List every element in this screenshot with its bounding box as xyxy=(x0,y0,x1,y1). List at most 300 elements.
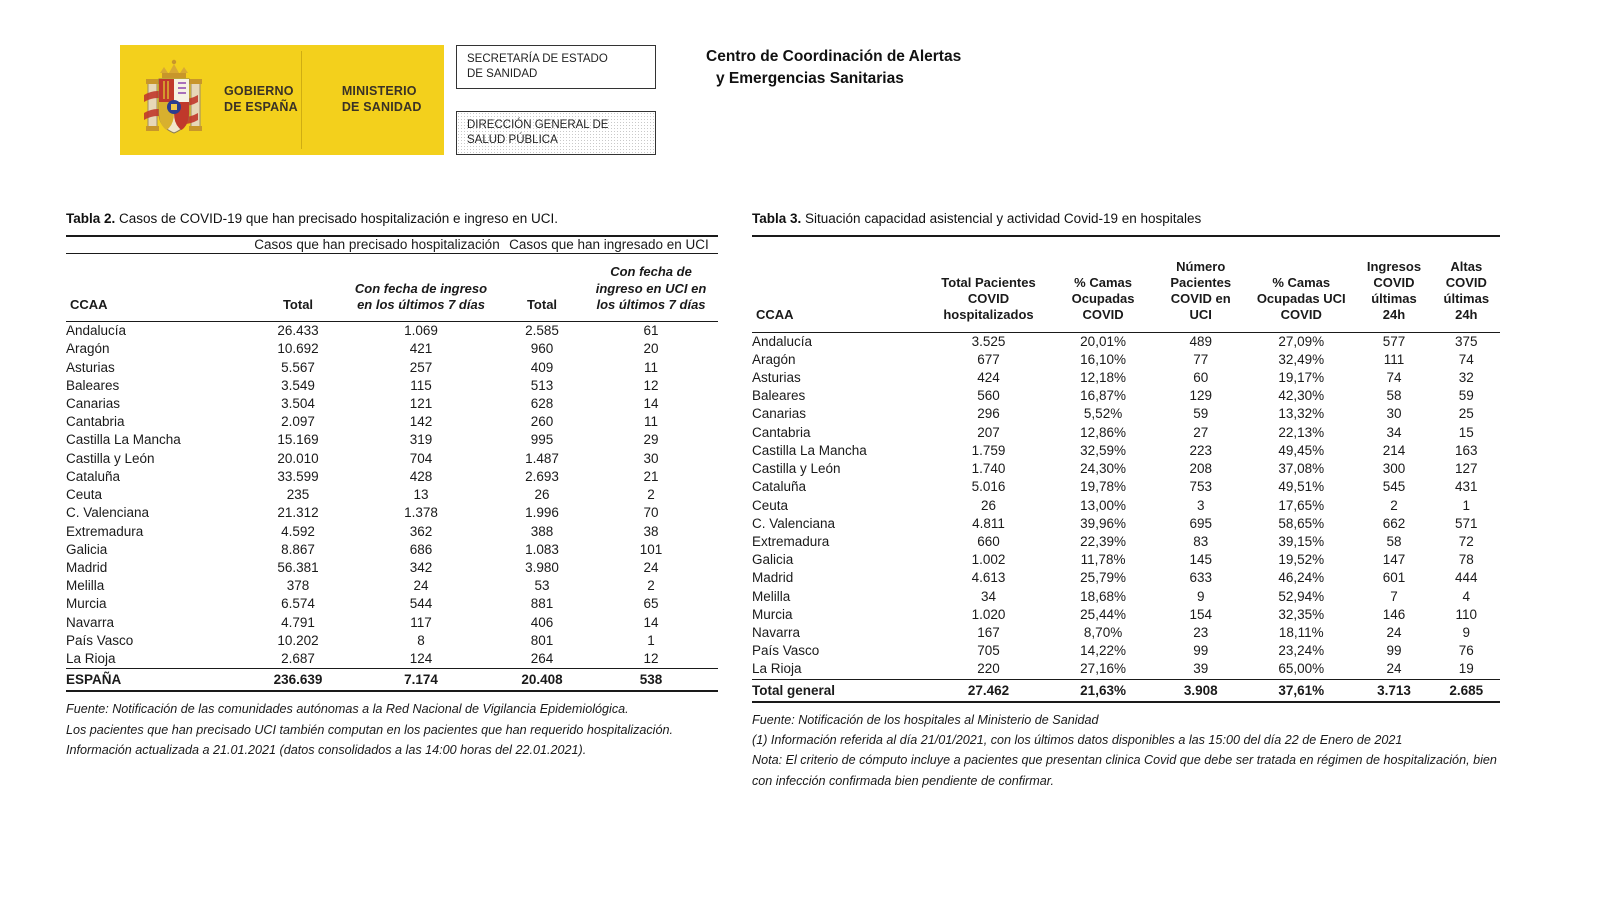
page-header xyxy=(0,0,1600,190)
ccaes-title-line1: Centro de Coordinación de Alertas xyxy=(706,48,962,65)
cell-ccaa: Aragón xyxy=(752,351,796,367)
cell-pct_uci: 58,65% xyxy=(1278,515,1325,531)
cell-ccaa: País Vasco xyxy=(752,643,820,659)
cell-ccaa: C. Valenciana xyxy=(752,515,836,531)
table-row xyxy=(66,614,718,632)
tabla2-foot xyxy=(66,669,718,692)
cell-hosp: 5.016 xyxy=(971,479,1006,495)
cell-pct_camas: 32,59% xyxy=(1080,442,1126,458)
cell-uci_total: 960 xyxy=(530,341,554,357)
note-line: Información actualizada a 21.01.2021 (datos consolidados a las 14:00 horas del 22.01.2021). xyxy=(66,743,587,758)
cell-hosp_total: 378 xyxy=(286,578,310,594)
table-row xyxy=(752,460,1500,478)
table-row xyxy=(752,569,1500,587)
note-line: Fuente: Notificación de los hospitales al Ministerio de Sanidad xyxy=(752,712,1099,727)
cell-ccaa: Navarra xyxy=(752,625,801,641)
cell-altas: 72 xyxy=(1458,533,1474,549)
table-row xyxy=(66,395,718,413)
tabla2-notes xyxy=(66,699,718,760)
cell-hosp_total: 3.549 xyxy=(281,377,315,393)
cell-hosp_total: 10.202 xyxy=(277,632,319,648)
table-row xyxy=(66,431,718,449)
ccaes-title xyxy=(706,46,961,91)
cell-ingresos: 300 xyxy=(1382,461,1406,477)
cell-ingresos: 30 xyxy=(1386,406,1402,422)
cell-uci_total: 1.487 xyxy=(525,450,559,466)
tabla2 xyxy=(66,235,718,693)
cell-uci: 59 xyxy=(1193,406,1209,422)
cell-altas: 19 xyxy=(1458,661,1474,677)
tabla3-caption xyxy=(752,210,1500,228)
cell-uci_total: 409 xyxy=(530,359,554,375)
table-total-row xyxy=(752,679,1500,702)
cell-hosp_total: 2.097 xyxy=(281,414,315,430)
cell-uci_total: 801 xyxy=(530,632,554,648)
cell-hosp: 220 xyxy=(977,661,1000,677)
table-row xyxy=(66,340,718,358)
total-pct_uci: 37,61% xyxy=(1247,679,1355,702)
cell-uci_7d: 2 xyxy=(647,578,655,594)
cell-hosp_7d: 1.069 xyxy=(342,322,500,341)
cell-ccaa: Murcia xyxy=(66,596,107,612)
cell-altas: 375 xyxy=(1433,332,1500,351)
table-total-row xyxy=(66,669,718,692)
cell-uci: 145 xyxy=(1189,552,1212,568)
cell-ccaa: Murcia xyxy=(752,606,793,622)
table-row xyxy=(752,332,1500,351)
cell-hosp: 4.613 xyxy=(971,570,1006,586)
cell-uci_7d: 1 xyxy=(647,632,655,648)
cell-altas: 59 xyxy=(1458,388,1474,404)
cell-pct_camas: 16,10% xyxy=(1080,351,1126,367)
cell-hosp_7d: 124 xyxy=(409,651,433,667)
cell-ccaa: Baleares xyxy=(752,388,806,404)
cell-hosp_7d: 319 xyxy=(409,432,433,448)
cell-pct_camas: 25,44% xyxy=(1080,606,1126,622)
cell-ingresos: 7 xyxy=(1390,588,1398,604)
cell-uci: 23 xyxy=(1193,625,1209,641)
direccion-line2: SALUD PÚBLICA xyxy=(467,133,558,146)
cell-ccaa: Castilla La Mancha xyxy=(752,442,867,458)
cell-ingresos: 545 xyxy=(1382,479,1406,495)
cell-hosp_7d: 13 xyxy=(413,487,429,503)
tabla2-caption-text: Casos de COVID-19 que han precisado hospitalización e ingreso en UCI. xyxy=(115,211,559,226)
cell-pct_camas: 13,00% xyxy=(1080,497,1126,513)
total-uci_total: 20.408 xyxy=(500,669,584,692)
cell-pct_uci: 18,11% xyxy=(1278,625,1324,641)
table-row xyxy=(752,588,1500,606)
cell-pct_camas: 12,86% xyxy=(1080,424,1126,440)
cell-ccaa: Castilla y León xyxy=(752,461,841,477)
cell-uci_7d: 38 xyxy=(643,523,659,539)
cell-uci_7d: 30 xyxy=(643,450,659,466)
cell-pct_uci: 42,30% xyxy=(1278,388,1325,404)
cell-ingresos: 24 xyxy=(1386,661,1402,677)
tabla3-body xyxy=(752,332,1500,679)
cell-hosp_7d: 142 xyxy=(409,414,433,430)
table-row xyxy=(752,478,1500,496)
cell-hosp_total: 2.687 xyxy=(281,651,315,667)
cell-ingresos: 601 xyxy=(1382,570,1406,586)
cell-hosp: 167 xyxy=(977,625,1000,641)
tabla3-col-total-hospitalizados: Total Pacientes COVID hospitalizados xyxy=(925,236,1052,333)
note-line: (1) Información referida al día 21/01/2021, con los últimos datos disponibles a las 15:00 del día 22 de Enero de 2021 xyxy=(752,733,1403,748)
tabla2-col-ccaa: CCAA xyxy=(66,254,254,322)
cell-hosp_total: 235 xyxy=(286,487,310,503)
cell-uci: 83 xyxy=(1193,533,1209,549)
spanish-coat-of-arms-icon xyxy=(142,57,206,143)
cell-pct_camas: 27,16% xyxy=(1080,661,1126,677)
cell-uci_7d: 11 xyxy=(643,359,658,375)
cell-pct_camas: 16,87% xyxy=(1080,388,1126,404)
cell-hosp_7d: 362 xyxy=(409,523,433,539)
tabla3-column-header-row xyxy=(752,236,1500,333)
cell-hosp_7d: 117 xyxy=(410,614,432,630)
cell-uci_total: 26 xyxy=(534,487,550,503)
total-ingresos: 3.713 xyxy=(1355,679,1432,702)
cell-uci_7d: 2 xyxy=(647,487,655,503)
table-row xyxy=(66,559,718,577)
cell-altas: 571 xyxy=(1455,515,1478,531)
cell-uci: 27 xyxy=(1193,424,1209,440)
secretaria-line2: DE SANIDAD xyxy=(467,67,538,80)
cell-hosp: 1.002 xyxy=(971,552,1006,568)
cell-pct_uci: 65,00% xyxy=(1278,661,1325,677)
table-row xyxy=(752,497,1500,515)
cell-hosp_7d: 428 xyxy=(409,468,433,484)
cell-ingresos: 577 xyxy=(1355,332,1432,351)
cell-ccaa: País Vasco xyxy=(66,632,134,648)
cell-ingresos: 58 xyxy=(1386,533,1402,549)
cell-pct_uci: 32,35% xyxy=(1278,606,1325,622)
tabla2-block xyxy=(66,210,718,761)
cell-altas: 1 xyxy=(1462,497,1471,513)
total-label: Total general xyxy=(752,679,925,702)
cell-pct_camas: 12,18% xyxy=(1080,369,1126,385)
cell-pct_camas: 18,68% xyxy=(1080,588,1126,604)
note-line: Los pacientes que han precisado UCI también computan en los pacientes que han requerido hospitalización. xyxy=(66,722,673,737)
cell-pct_uci: 27,09% xyxy=(1247,332,1355,351)
table-row xyxy=(66,486,718,504)
cell-hosp_7d: 704 xyxy=(409,450,433,466)
cell-uci_total: 264 xyxy=(530,651,554,667)
cell-uci_7d: 14 xyxy=(643,614,659,630)
header-agency-boxes xyxy=(456,45,656,155)
cell-altas: 15 xyxy=(1458,424,1474,440)
cell-hosp: 1.020 xyxy=(971,606,1006,622)
tabla3-notes xyxy=(752,710,1500,792)
cell-hosp: 3.525 xyxy=(925,332,1052,351)
cell-hosp: 26 xyxy=(980,497,997,513)
gobierno-line1: GOBIERNO xyxy=(224,84,294,99)
tabla3-caption-label: Tabla 3. xyxy=(752,211,802,226)
cell-hosp_7d: 257 xyxy=(409,359,433,375)
cell-pct_camas: 11,78% xyxy=(1080,552,1126,568)
cell-pct_uci: 49,51% xyxy=(1278,479,1325,495)
cell-uci_7d: 101 xyxy=(639,541,663,557)
cell-uci_total: 513 xyxy=(530,377,554,393)
cell-altas: 444 xyxy=(1455,570,1478,586)
table-row xyxy=(752,515,1500,533)
cell-pct_camas: 20,01% xyxy=(1052,332,1154,351)
table-row xyxy=(66,504,718,522)
cell-hosp_total: 6.574 xyxy=(281,596,315,612)
cell-ccaa: Castilla La Mancha xyxy=(66,432,181,448)
tabla3-col-pacientes-uci: Número Pacientes COVID en UCI xyxy=(1154,236,1247,333)
cell-ccaa: Canarias xyxy=(752,406,807,422)
total-hosp: 27.462 xyxy=(925,679,1052,702)
gobierno-label xyxy=(224,84,298,115)
cell-hosp_7d: 1.378 xyxy=(404,505,438,521)
cell-pct_uci: 22,13% xyxy=(1278,424,1325,440)
cell-uci: 753 xyxy=(1189,479,1212,495)
cell-hosp_7d: 421 xyxy=(409,341,433,357)
cell-hosp_total: 33.599 xyxy=(277,468,319,484)
cell-pct_uci: 32,49% xyxy=(1278,351,1325,367)
table-row xyxy=(66,523,718,541)
table-row xyxy=(752,387,1500,405)
cell-hosp: 677 xyxy=(977,351,1000,367)
tabla3-caption-text: Situación capacidad asistencial y actividad Covid-19 en hospitales xyxy=(801,211,1202,226)
cell-altas: 25 xyxy=(1458,406,1474,422)
cell-pct_camas: 14,22% xyxy=(1080,643,1126,659)
ministerio-line1: MINISTERIO xyxy=(341,84,417,99)
cell-uci_total: 406 xyxy=(530,614,554,630)
cell-ccaa: Andalucía xyxy=(752,332,925,351)
cell-ingresos: 58 xyxy=(1386,388,1402,404)
total-hosp_total: 236.639 xyxy=(254,669,342,692)
note-line: Fuente: Notificación de las comunidades autónomas a la Red Nacional de Vigilancia Epidemiológica. xyxy=(66,702,629,717)
cell-hosp: 560 xyxy=(977,388,1000,404)
cell-altas: 32 xyxy=(1458,369,1474,385)
cell-hosp_total: 21.312 xyxy=(277,505,319,521)
cell-pct_camas: 24,30% xyxy=(1080,461,1126,477)
table-row xyxy=(752,351,1500,369)
cell-uci: 9 xyxy=(1196,588,1205,604)
table-row xyxy=(752,405,1500,423)
cell-uci_7d: 14 xyxy=(643,396,659,412)
table-row xyxy=(752,660,1500,679)
cell-pct_camas: 39,96% xyxy=(1080,515,1126,531)
tabla2-caption xyxy=(66,210,718,228)
cell-altas: 163 xyxy=(1455,442,1478,458)
cell-uci_total: 260 xyxy=(530,414,554,430)
cell-ccaa: Galicia xyxy=(752,552,794,568)
cell-pct_uci: 46,24% xyxy=(1278,570,1325,586)
government-logo-block xyxy=(120,45,656,155)
table-row xyxy=(66,632,718,650)
total-label: ESPAÑA xyxy=(66,669,254,692)
cell-hosp_total: 4.592 xyxy=(281,523,315,539)
cell-hosp: 1.759 xyxy=(971,442,1006,458)
tabla3-block xyxy=(752,210,1500,791)
cell-ccaa: Cataluña xyxy=(752,479,807,495)
cell-ingresos: 24 xyxy=(1386,625,1402,641)
cell-hosp_7d: 342 xyxy=(409,560,433,576)
direccion-general-salud-publica-box xyxy=(456,111,656,155)
cell-uci: 60 xyxy=(1193,369,1209,385)
total-uci: 3.908 xyxy=(1154,679,1247,702)
cell-uci_total: 995 xyxy=(530,432,554,448)
cell-pct_camas: 22,39% xyxy=(1080,533,1126,549)
table-row xyxy=(752,624,1500,642)
cell-hosp_7d: 8 xyxy=(417,632,425,648)
tabla3-foot xyxy=(752,679,1500,702)
cell-uci_total: 628 xyxy=(530,396,554,412)
cell-ingresos: 74 xyxy=(1386,369,1402,385)
table-row xyxy=(752,551,1500,569)
cell-uci_7d: 24 xyxy=(643,560,659,576)
cell-hosp: 705 xyxy=(977,643,1000,659)
cell-pct_uci: 17,65% xyxy=(1278,497,1325,513)
tabla3-col-pct-camas: % Camas Ocupadas COVID xyxy=(1052,236,1154,333)
cell-ccaa: Asturias xyxy=(66,359,115,375)
cell-uci: 154 xyxy=(1189,606,1212,622)
cell-uci: 129 xyxy=(1189,388,1212,404)
cell-uci: 695 xyxy=(1189,515,1212,531)
tabla2-body xyxy=(66,322,718,669)
cell-uci_7d: 61 xyxy=(584,322,718,341)
cell-pct_uci: 49,45% xyxy=(1278,442,1325,458)
cell-pct_camas: 19,78% xyxy=(1080,479,1126,495)
cell-uci_total: 53 xyxy=(534,578,550,594)
cell-hosp_7d: 544 xyxy=(409,596,433,612)
ccaes-title-line2: y Emergencias Sanitarias xyxy=(716,70,904,88)
cell-hosp_total: 15.169 xyxy=(277,432,319,448)
cell-ingresos: 99 xyxy=(1386,643,1402,659)
cell-uci_7d: 65 xyxy=(643,596,659,612)
cell-altas: 74 xyxy=(1458,351,1474,367)
cell-hosp: 660 xyxy=(977,533,1000,549)
tabla2-group-spacer xyxy=(66,236,254,254)
tabla2-column-header-row xyxy=(66,254,718,322)
cell-uci_total: 1.083 xyxy=(525,541,559,557)
cell-uci: 208 xyxy=(1189,461,1212,477)
table-row xyxy=(66,577,718,595)
cell-ingresos: 146 xyxy=(1382,606,1406,622)
cell-uci_7d: 70 xyxy=(643,505,659,521)
cell-uci: 39 xyxy=(1193,661,1209,677)
cell-ccaa: La Rioja xyxy=(752,661,802,677)
cell-uci: 3 xyxy=(1196,497,1205,513)
tabla2-head xyxy=(66,236,718,322)
tabla3-col-ccaa: CCAA xyxy=(752,236,925,333)
cell-altas: 127 xyxy=(1455,461,1478,477)
table-row xyxy=(752,642,1500,660)
table-row xyxy=(66,377,718,395)
note-line: Nota: El criterio de cómputo incluye a pacientes que presentan clinica Covid que debe ser tratada en régimen de hospitalización, bien con infección confirmada bien pendiente de confirmar. xyxy=(752,753,1497,788)
cell-altas: 431 xyxy=(1455,479,1478,495)
tabla2-col-hosp-7d: Con fecha de ingreso en los últimos 7 días xyxy=(342,254,500,322)
cell-ccaa: Madrid xyxy=(752,570,794,586)
cell-pct_camas: 8,70% xyxy=(1083,625,1123,641)
cell-ccaa: Melilla xyxy=(66,578,105,594)
cell-ccaa: Cantabria xyxy=(66,414,125,430)
tabla3-head xyxy=(752,236,1500,333)
cell-ccaa: Aragón xyxy=(66,341,110,357)
cell-altas: 110 xyxy=(1455,606,1478,622)
cell-uci_7d: 11 xyxy=(643,414,658,430)
cell-ccaa: Navarra xyxy=(66,614,115,630)
cell-altas: 76 xyxy=(1458,643,1474,659)
cell-ccaa: Canarias xyxy=(66,396,121,412)
ministerio-line2: DE SANIDAD xyxy=(341,100,422,114)
cell-uci_7d: 21 xyxy=(643,468,659,484)
cell-ccaa: Madrid xyxy=(66,560,108,576)
cell-hosp_7d: 686 xyxy=(409,541,433,557)
cell-ingresos: 111 xyxy=(1383,351,1405,367)
cell-uci: 99 xyxy=(1193,643,1209,659)
ministerio-label xyxy=(342,84,422,115)
cell-altas: 9 xyxy=(1462,625,1471,641)
cell-uci: 633 xyxy=(1189,570,1212,586)
cell-hosp: 207 xyxy=(977,424,1000,440)
total-pct_camas: 21,63% xyxy=(1052,679,1154,702)
table-row xyxy=(752,424,1500,442)
cell-ccaa: Extremadura xyxy=(752,533,830,549)
cell-uci: 489 xyxy=(1154,332,1247,351)
cell-uci_total: 881 xyxy=(530,596,554,612)
cell-ccaa: Baleares xyxy=(66,377,120,393)
total-uci_7d: 538 xyxy=(584,669,718,692)
cell-hosp_total: 10.692 xyxy=(277,341,319,357)
secretaria-estado-sanidad-box xyxy=(456,45,656,89)
cell-pct_uci: 37,08% xyxy=(1278,461,1325,477)
cell-hosp_total: 8.867 xyxy=(281,541,315,557)
cell-pct_camas: 25,79% xyxy=(1080,570,1126,586)
gobierno-line2: DE ESPAÑA xyxy=(224,100,298,114)
table-row xyxy=(66,359,718,377)
cell-hosp: 34 xyxy=(980,588,997,604)
table-row xyxy=(66,595,718,613)
cell-ingresos: 34 xyxy=(1386,424,1402,440)
table-row xyxy=(66,322,718,341)
cell-hosp_total: 26.433 xyxy=(254,322,342,341)
cell-pct_uci: 39,15% xyxy=(1278,533,1325,549)
cell-ccaa: Extremadura xyxy=(66,523,144,539)
cell-ccaa: Ceuta xyxy=(66,487,103,503)
cell-ccaa: C. Valenciana xyxy=(66,505,150,521)
direccion-line1: DIRECCIÓN GENERAL DE xyxy=(467,119,609,131)
table-row xyxy=(66,541,718,559)
gobierno-de-espana-logo xyxy=(120,45,444,155)
table-row xyxy=(752,369,1500,387)
cell-pct_camas: 5,52% xyxy=(1083,406,1123,422)
cell-hosp_total: 20.010 xyxy=(277,450,319,466)
cell-ccaa: La Rioja xyxy=(66,651,116,667)
cell-hosp: 296 xyxy=(977,406,1000,422)
table-row xyxy=(66,650,718,669)
secretaria-line1: SECRETARÍA DE ESTADO xyxy=(467,53,608,65)
cell-hosp_total: 56.381 xyxy=(277,560,319,576)
total-altas: 2.685 xyxy=(1433,679,1500,702)
cell-uci_total: 1.996 xyxy=(525,505,559,521)
cell-pct_uci: 19,52% xyxy=(1278,552,1325,568)
cell-hosp_total: 3.504 xyxy=(281,396,315,412)
total-hosp_7d: 7.174 xyxy=(342,669,500,692)
table-row xyxy=(66,450,718,468)
cell-hosp: 4.811 xyxy=(972,515,1005,531)
cell-uci_7d: 12 xyxy=(643,377,659,393)
cell-ccaa: Ceuta xyxy=(752,497,789,513)
cell-ingresos: 662 xyxy=(1382,515,1406,531)
table-row xyxy=(66,468,718,486)
tabla3 xyxy=(752,235,1500,703)
table-row xyxy=(752,533,1500,551)
tabla2-caption-label: Tabla 2. xyxy=(66,211,116,226)
cell-hosp_7d: 24 xyxy=(413,578,429,594)
tabla2-col-hosp-total: Total xyxy=(254,254,342,322)
